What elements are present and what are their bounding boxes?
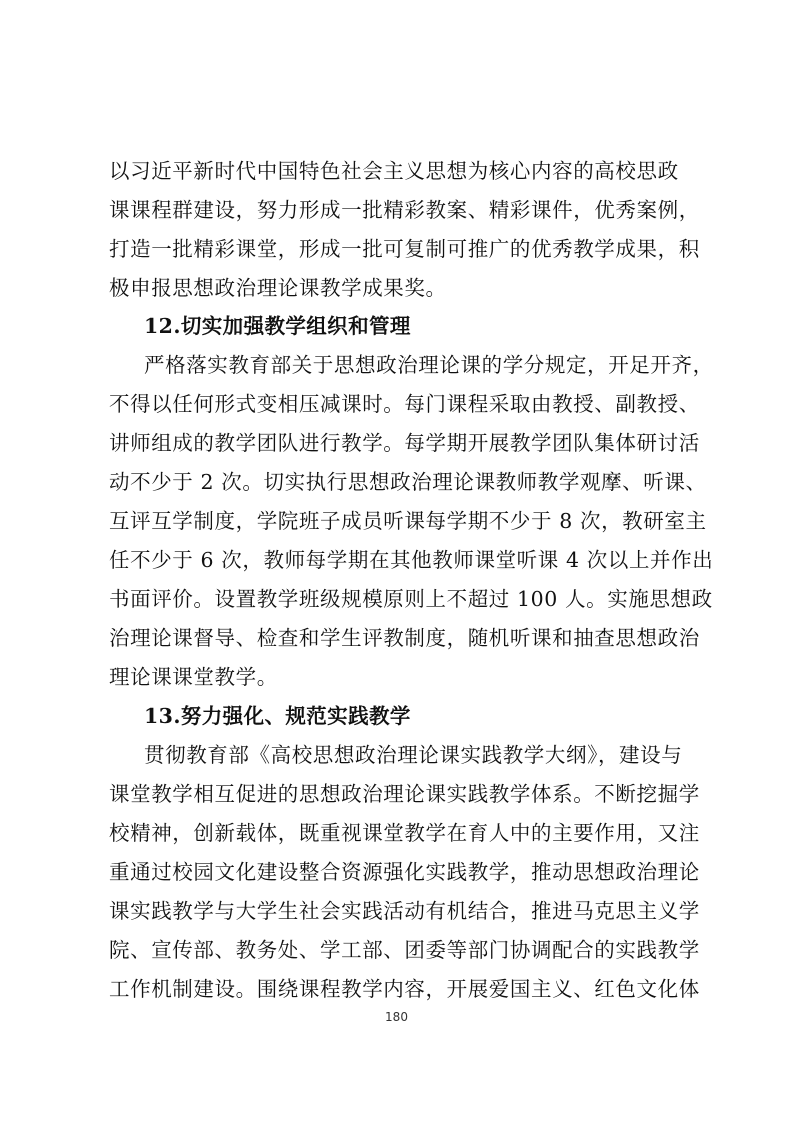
body-text-line: 不得以任何形式变相压减课时。每门课程采取由教授、副教授、 (109, 392, 700, 416)
body-text-line: 以习近平新时代中国特色社会主义思想为核心内容的高校思政 (109, 159, 679, 183)
body-text-line: 治理论课督导、检查和学生评教制度，随机听课和抽查思想政治 (109, 626, 700, 650)
body-text-line: 打造一批精彩课堂，形成一批可复制可推广的优秀教学成果，积 (109, 237, 700, 261)
body-text-line: 任不少于 6 次，教师每学期在其他教师课堂听课 4 次以上并作出 (109, 548, 714, 572)
body-text-line: 讲师组成的教学团队进行教学。每学期开展教学团队集体研讨活 (109, 431, 700, 455)
body-text-line: 极申报思想政治理论课教学成果奖。 (109, 276, 447, 300)
body-text-line: 严格落实教育部关于思想政治理论课的学分规定，开足开齐， (144, 353, 714, 377)
section-heading-13: 13.努力强化、规范实践教学 (144, 704, 411, 728)
body-text-line: 课堂教学相互促进的思想政治理论课实践教学体系。不断挖掘学 (109, 782, 700, 806)
section-heading-12: 12.切实加强教学组织和管理 (144, 314, 411, 338)
body-text-line: 互评互学制度，学院班子成员听课每学期不少于 8 次，教研室主 (109, 509, 707, 533)
body-text-line: 动不少于 2 次。切实执行思想政治理论课教师教学观摩、听课、 (109, 470, 707, 494)
body-text-line: 校精神，创新载体，既重视课堂教学在育人中的主要作用，又注 (109, 821, 700, 845)
body-text-line: 书面评价。设置教学班级规模原则上不超过 100 人。实施思想政 (109, 587, 713, 611)
body-text-line: 贯彻教育部《高校思想政治理论课实践教学大纲》，建设与 (144, 743, 683, 767)
body-text-line: 工作机制建设。围绕课程教学内容，开展爱国主义、红色文化体 (109, 977, 700, 1001)
body-text-line: 重通过校园文化建设整合资源强化实践教学，推动思想政治理论 (109, 860, 700, 884)
body-text-line: 课课程群建设，努力形成一批精彩教案、精彩课件，优秀案例， (109, 198, 700, 222)
body-text-line: 理论课课堂教学。 (109, 665, 278, 689)
body-text-line: 课实践教学与大学生社会实践活动有机结合，推进马克思主义学 (109, 899, 700, 923)
body-text-line: 院、宣传部、教务处、学工部、团委等部门协调配合的实践教学 (109, 938, 700, 962)
page-number: 180 (385, 1010, 408, 1024)
